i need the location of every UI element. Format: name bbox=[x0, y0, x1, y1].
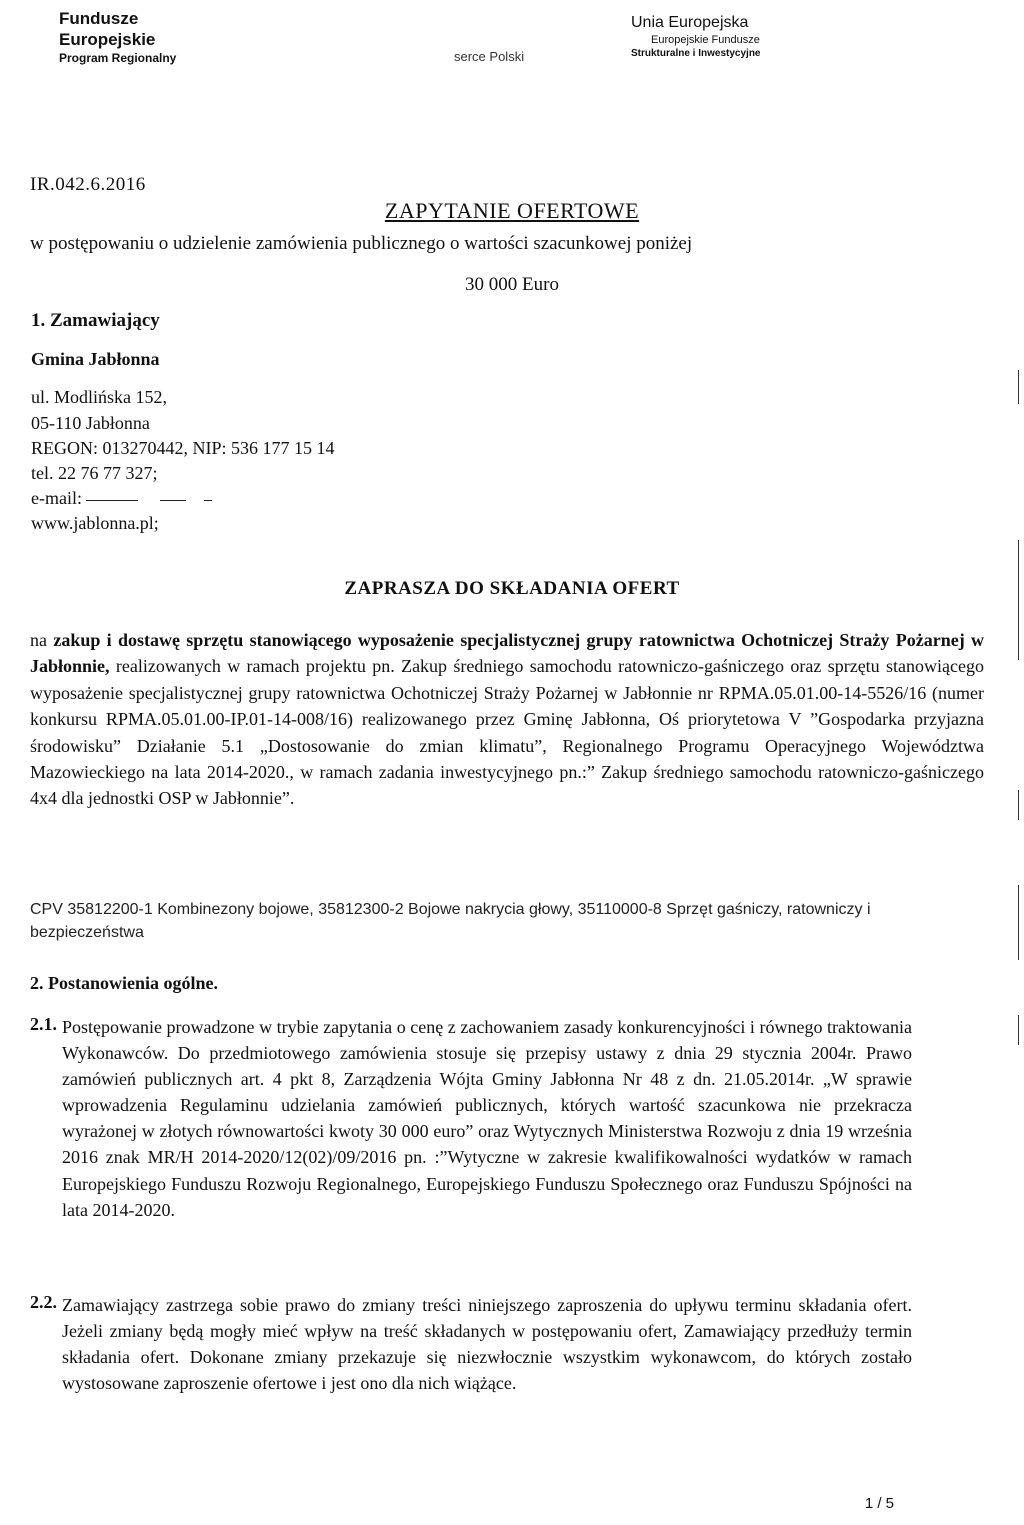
cpv-codes: CPV 35812200-1 Kombinezony bojowe, 35812300-2 Bojowe nakrycia głowy, 35110000-8 Sprzęt gaśniczy, ratowniczy i bezpieczeństwa bbox=[30, 901, 871, 941]
logo-serce-polski: serce Polski bbox=[454, 49, 525, 64]
scan-margin-mark bbox=[1018, 790, 1019, 820]
logo-fundusze-europejskie bbox=[59, 8, 176, 67]
scan-margin-mark bbox=[1018, 885, 1019, 960]
logo-left-line1: Fundusze bbox=[59, 9, 139, 28]
scan-margin-mark bbox=[1018, 1015, 1019, 1045]
address-email-label: e-mail: bbox=[31, 488, 82, 508]
logo-right-line1: Unia Europejska bbox=[631, 14, 749, 31]
item-2-2-number: 2.2. bbox=[30, 1292, 57, 1312]
email-redacted-line bbox=[86, 500, 138, 501]
logo-left-line2: Europejskie bbox=[59, 30, 156, 49]
document-reference: IR.042.6.2016 bbox=[30, 174, 146, 195]
address-postal: 05-110 Jabłonna bbox=[31, 413, 150, 433]
scan-margin-mark bbox=[1018, 370, 1019, 404]
address-regon-nip: REGON: 013270442, NIP: 536 177 15 14 bbox=[31, 438, 335, 458]
item-2-1-number: 2.1. bbox=[30, 1014, 57, 1034]
section-2-heading: 2. Postanowienia ogólne. bbox=[30, 973, 219, 993]
threshold-value: 30 000 Euro bbox=[465, 274, 559, 295]
scan-margin-mark bbox=[1018, 540, 1019, 660]
document-subtitle: w postępowaniu o udzielenie zamówienia publicznego o wartości szacunkowej poniżej bbox=[30, 233, 693, 254]
invitation-paragraph bbox=[30, 627, 984, 812]
invitation-subject: zakup i dostawę sprzętu stanowiącego wyposażenie specjalistycznej grupy ratownictwa Ochotniczej Straży Pożarnej w Jabłonnie, bbox=[30, 630, 985, 677]
email-redacted-line-2 bbox=[160, 500, 186, 501]
page-number: 1 / 5 bbox=[864, 1495, 894, 1512]
address-email-row bbox=[31, 486, 335, 511]
logo-right-line2: Europejskie Fundusze bbox=[651, 34, 760, 46]
section-1-heading: 1. Zamawiający bbox=[31, 310, 160, 331]
document-title: ZAPYTANIE OFERTOWE bbox=[384, 198, 640, 223]
logo-unia-europejska bbox=[631, 13, 761, 60]
address-phone: tel. 22 76 77 327; bbox=[31, 463, 158, 483]
item-2-1-text: Postępowanie prowadzone w trybie zapytania o cenę z zachowaniem zasady konkurencyjności i równego traktowania Wykonawców. Do przedmiotowego zamówienia stosuje się przepisy ustawy z dnia 29 stycznia 2004r. Prawo zamówień publicznych art. 4 pkt 8, Zarządzenia Wójta Gminy Jabłonna Nr 48 z dn. 21.05.2014r. „W sprawie wprowadzenia Regulaminu udzielania zamówień publicznych, których wartość szacunkowa nie przekracza wyrażonej w złotych równowartości kwoty 30 000 euro” oraz Wytycznych Ministerstwa Rozwoju z dnia 19 września 2016 znak MR/H 2014-2020/12(02)/09/2016 pn. :”Wytyczne w zakresie kwalifikowalności wydatków w ramach Europejskiego Funduszu Rozwoju Regionalnego, Europejskiego Funduszu Społecznego oraz Funduszu Spójności na lata 2014-2020. bbox=[62, 1017, 912, 1220]
logo-right-line3: Strukturalne i Inwestycyjne bbox=[631, 48, 761, 59]
address-street: ul. Modlińska 152, bbox=[31, 387, 168, 407]
invitation-prefix: na bbox=[30, 630, 47, 650]
address-website: www.jablonna.pl; bbox=[31, 513, 159, 533]
invitation-heading: ZAPRASZA DO SKŁADANIA OFERT bbox=[344, 578, 680, 599]
item-2-2-text: Zamawiający zastrzega sobie prawo do zmiany treści niniejszego zaproszenia do upływu terminu składania ofert. Jeżeli zmiany będą mogły mieć wpływ na treść składanych w postępowaniu ofert, Zamawiający przedłuży termin składania ofert. Dokonane zmiany przekazuje się niezwłocznie wszystkim wykonawcom, do których zostało wystosowane zaproszenie ofertowe i jest ono dla nich wiążące. bbox=[62, 1295, 912, 1394]
email-redacted-line-3 bbox=[204, 500, 212, 501]
invitation-project-description: realizowanych w ramach projektu pn. Zakup średniego samochodu ratowniczo-gaśniczego oraz sprzętu stanowiącego wyposażenie specjalistycznej grupy ratownictwa Ochotniczej Straży Pożarnej w Jabłonnie nr RPMA.05.01.00-14-5526/16 (numer konkursu RPMA.05.01.00-IP.01-14-008/16) realizowanego przez Gminę Jabłonna, Oś priorytetowa V ”Gospodarka przyjazna środowisku” Działanie 5.1 „Dostosowanie do zmian klimatu”, Regionalnego Programu Operacyjnego Województwa Mazowieckiego na lata 2014-2020., w ramach zadania inwestycyjnego pn.:” Zakup średniego samochodu ratowniczo-gaśniczego 4x4 dla jednostki OSP w Jabłonnie”. bbox=[30, 656, 984, 809]
ordering-party-address bbox=[31, 385, 335, 536]
logo-left-line3: Program Regionalny bbox=[59, 51, 177, 65]
ordering-party-name: Gmina Jabłonna bbox=[31, 349, 160, 369]
